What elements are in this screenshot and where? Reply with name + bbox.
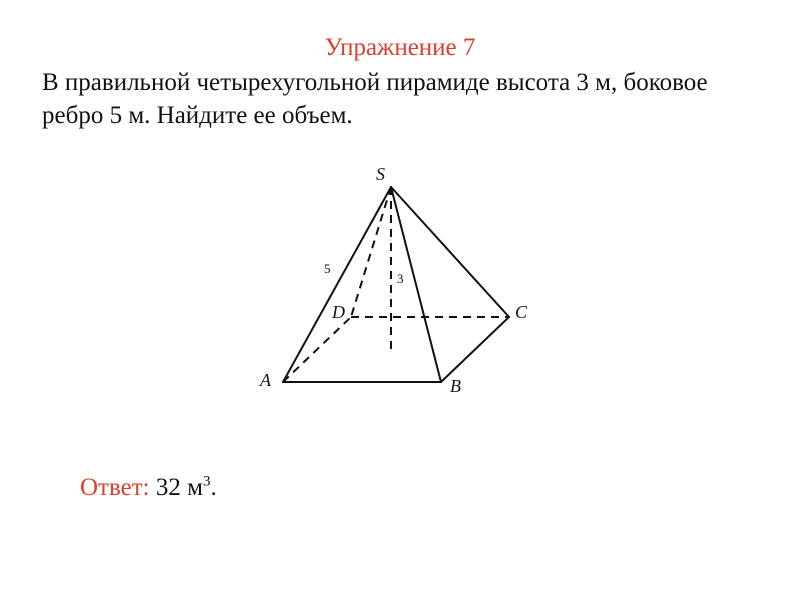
height-length-label: 3: [397, 271, 404, 286]
vertex-label-D: D: [332, 302, 345, 322]
vertex-label-C: C: [515, 302, 528, 322]
edge-BC: [441, 317, 509, 382]
edge-AD-hidden: [283, 317, 351, 382]
edge-SA: [283, 187, 391, 382]
exercise-title: Упражнение 7: [324, 34, 476, 61]
answer-value: 32 м: [155, 474, 203, 501]
answer-exponent: 3: [202, 473, 211, 490]
vertex-label-S: S: [376, 164, 385, 184]
edge-SC: [391, 187, 509, 317]
answer-suffix: .: [210, 474, 217, 501]
edge-SD-hidden: [351, 187, 391, 317]
answer: [80, 472, 217, 504]
vertex-label-A: A: [260, 370, 271, 390]
problem-line-1: В правильной четырехугольной пирамиде высота 3 м, боковое: [42, 69, 708, 96]
vertex-label-B: B: [450, 376, 461, 396]
answer-label: Ответ:: [80, 474, 150, 501]
edge-length-label: 5: [324, 261, 331, 276]
problem-line-2: ребро 5 м. Найдите ее объем.: [42, 102, 353, 129]
